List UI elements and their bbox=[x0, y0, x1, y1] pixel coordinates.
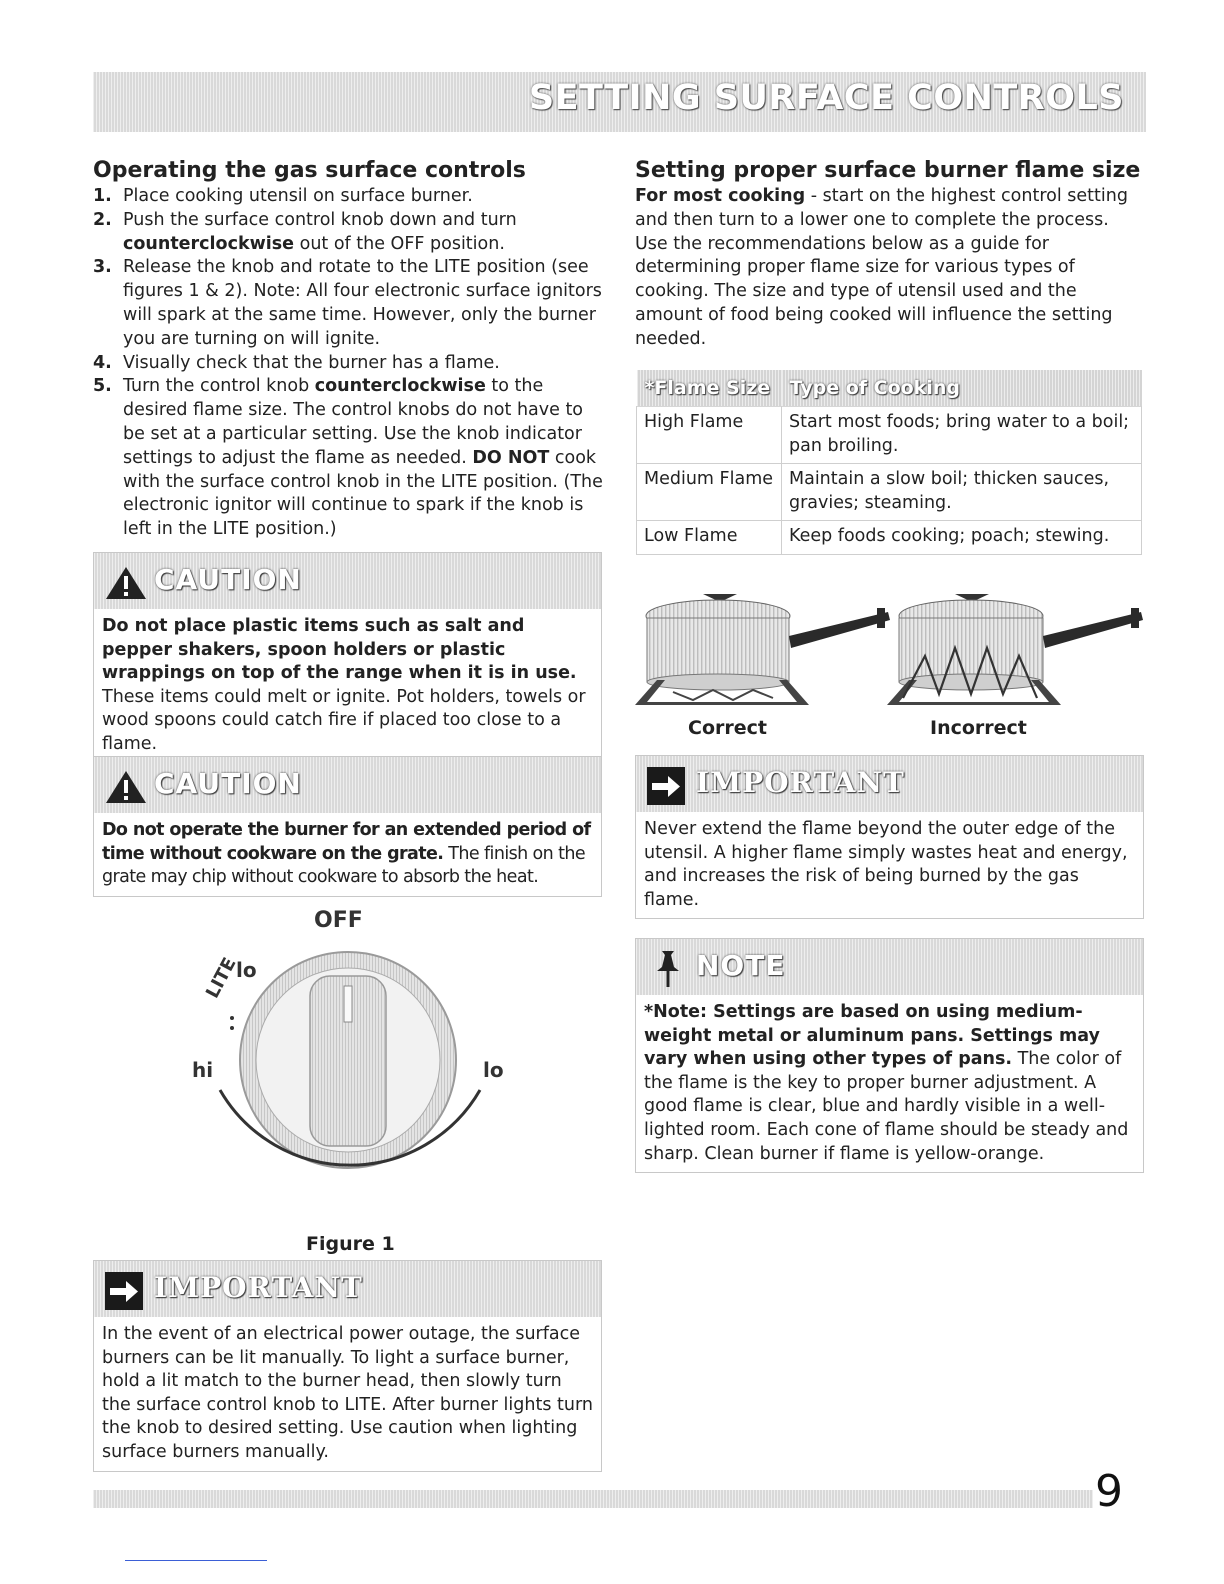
flame-size-heading: Setting proper surface burner flame size bbox=[635, 158, 1141, 183]
flame-size-illustration bbox=[633, 590, 1153, 715]
page-title: SETTING SURFACE CONTROLS bbox=[528, 78, 1124, 118]
important-text: In the event of an electrical power outage, the surface burners can be lit manually. To light a surface burner, hold a lit match to the burner head, then slowly turn the surface control knob to LITE. After burner lights turn the knob to desired setting. Use caution when lighting surface burners manually. bbox=[102, 1324, 593, 1462]
important-text: Never extend the flame beyond the outer edge of the utensil. A higher flame simply wastes heat and energy, and increases the risk of being burned by the gas flame. bbox=[644, 819, 1128, 910]
note-text: *Note: Settings are based on using medium-weight metal or aluminum pans. Settings may vary when using other types of pans. The color of the flame is the key to proper burner adjustment. A good flame is clear, blue and hardly visible in a well-lighted room. Each cone of flame should be steady and sharp. Clean burner if flame is yellow-orange. bbox=[644, 1002, 1129, 1164]
knob-lite-label: LITE bbox=[202, 954, 241, 1002]
note-label: NOTE bbox=[696, 949, 786, 982]
list-item: 4. Visually check that the burner has a flame. bbox=[93, 352, 500, 373]
list-item: 5. Turn the control knob counterclockwise to the desired flame size. The control knobs do not have to be set at a particular setting. Use the knob indicator settings to adjust the flame as needed. DO NOT cook with the surface control knob in the LITE position. (The electronic ignitor will continue to spark if the knob is left in the LITE position.) bbox=[93, 376, 603, 540]
important-bar bbox=[636, 756, 1143, 812]
knob-off-label: OFF bbox=[314, 908, 363, 933]
caution-label: CAUTION bbox=[154, 767, 302, 800]
caution-bar bbox=[94, 757, 601, 813]
important-arrow-icon bbox=[104, 1271, 144, 1311]
left-column bbox=[93, 158, 603, 542]
knob-drawing bbox=[180, 900, 510, 1220]
table-row bbox=[637, 407, 1142, 464]
right-column bbox=[635, 158, 1145, 352]
list-item: 2. Push the surface control knob down and turn counterclockwise out of the OFF position. bbox=[93, 209, 517, 254]
table-cell: Keep foods cooking; poach; stewing. bbox=[782, 521, 1142, 555]
incorrect-pot-icon bbox=[887, 594, 1143, 705]
incorrect-label: Incorrect bbox=[930, 717, 1027, 739]
table-cell: Low Flame bbox=[637, 521, 782, 555]
flame-size-table bbox=[636, 370, 1142, 555]
knob-figure bbox=[180, 900, 510, 1220]
caution-label: CAUTION bbox=[154, 563, 302, 596]
table-cell: Medium Flame bbox=[637, 464, 782, 521]
caution-triangle-icon bbox=[104, 565, 148, 601]
col-header-type-of-cooking: Type of Cooking bbox=[782, 370, 1142, 407]
caution-text: Do not operate the burner for an extended period of time without cookware on the grate. The finish on the grate may chip without cookware to absorb the heat. bbox=[102, 820, 591, 888]
correct-label: Correct bbox=[688, 717, 767, 739]
note-box bbox=[635, 938, 1144, 1173]
figure-1-caption: Figure 1 bbox=[306, 1233, 395, 1255]
caution-text: Do not place plastic items such as salt and pepper shakers, spoon holders or plastic wrappings on top of the range when it is in use. These items could melt or ignite. Pot holders, towels or wood spoons could catch fire if placed too close to a flame. bbox=[102, 616, 586, 754]
knob-lo-right-label: lo bbox=[483, 1058, 504, 1082]
important-label: IMPORTANT bbox=[154, 1271, 363, 1304]
correct-pot-icon bbox=[635, 594, 890, 705]
footer-rule bbox=[125, 1560, 267, 1561]
table-header-row bbox=[637, 370, 1142, 407]
caution-triangle-icon bbox=[104, 769, 148, 805]
note-bar bbox=[636, 939, 1143, 995]
important-label: IMPORTANT bbox=[696, 766, 905, 799]
footer-band bbox=[93, 1490, 1093, 1508]
operating-steps bbox=[93, 185, 603, 542]
caution-bar bbox=[94, 553, 601, 609]
table-cell: High Flame bbox=[637, 407, 782, 464]
flame-size-intro: For most cooking - start on the highest control setting and then turn to a lower one to complete the process. Use the recommendations below as a guide for determining proper flame size for various types of cooking. The size and type of utensil used and the amount of food being cooked will influence the setting needed. bbox=[635, 186, 1128, 349]
important-box-power-outage bbox=[93, 1260, 602, 1472]
operating-heading: Operating the gas surface controls bbox=[93, 158, 526, 183]
table-cell: Maintain a slow boil; thicken sauces, gravies; steaming. bbox=[782, 464, 1142, 521]
header-band bbox=[93, 72, 1146, 132]
caution-box-plastic bbox=[93, 552, 602, 764]
important-bar bbox=[94, 1261, 601, 1317]
list-item: 1. Place cooking utensil on surface burner. bbox=[93, 186, 473, 206]
knob-lo-top-label: lo bbox=[236, 958, 257, 982]
table-row bbox=[637, 464, 1142, 521]
important-box-flame-edge bbox=[635, 755, 1144, 919]
note-pushpin-icon bbox=[652, 949, 682, 989]
knob-hi-label: hi bbox=[192, 1058, 214, 1082]
table-cell: Start most foods; bring water to a boil; pan broiling. bbox=[782, 407, 1142, 464]
caution-box-burner bbox=[93, 756, 602, 897]
col-header-flame-size: *Flame Size bbox=[637, 370, 782, 407]
important-arrow-icon bbox=[646, 766, 686, 806]
page-number: 9 bbox=[1095, 1466, 1123, 1517]
list-item: 3. Release the knob and rotate to the LITE position (see figures 1 & 2). Note: All four electronic surface ignitors will spark at the same time. However, only the burner you are turning on will ignite. bbox=[93, 257, 602, 349]
table-row bbox=[637, 521, 1142, 555]
